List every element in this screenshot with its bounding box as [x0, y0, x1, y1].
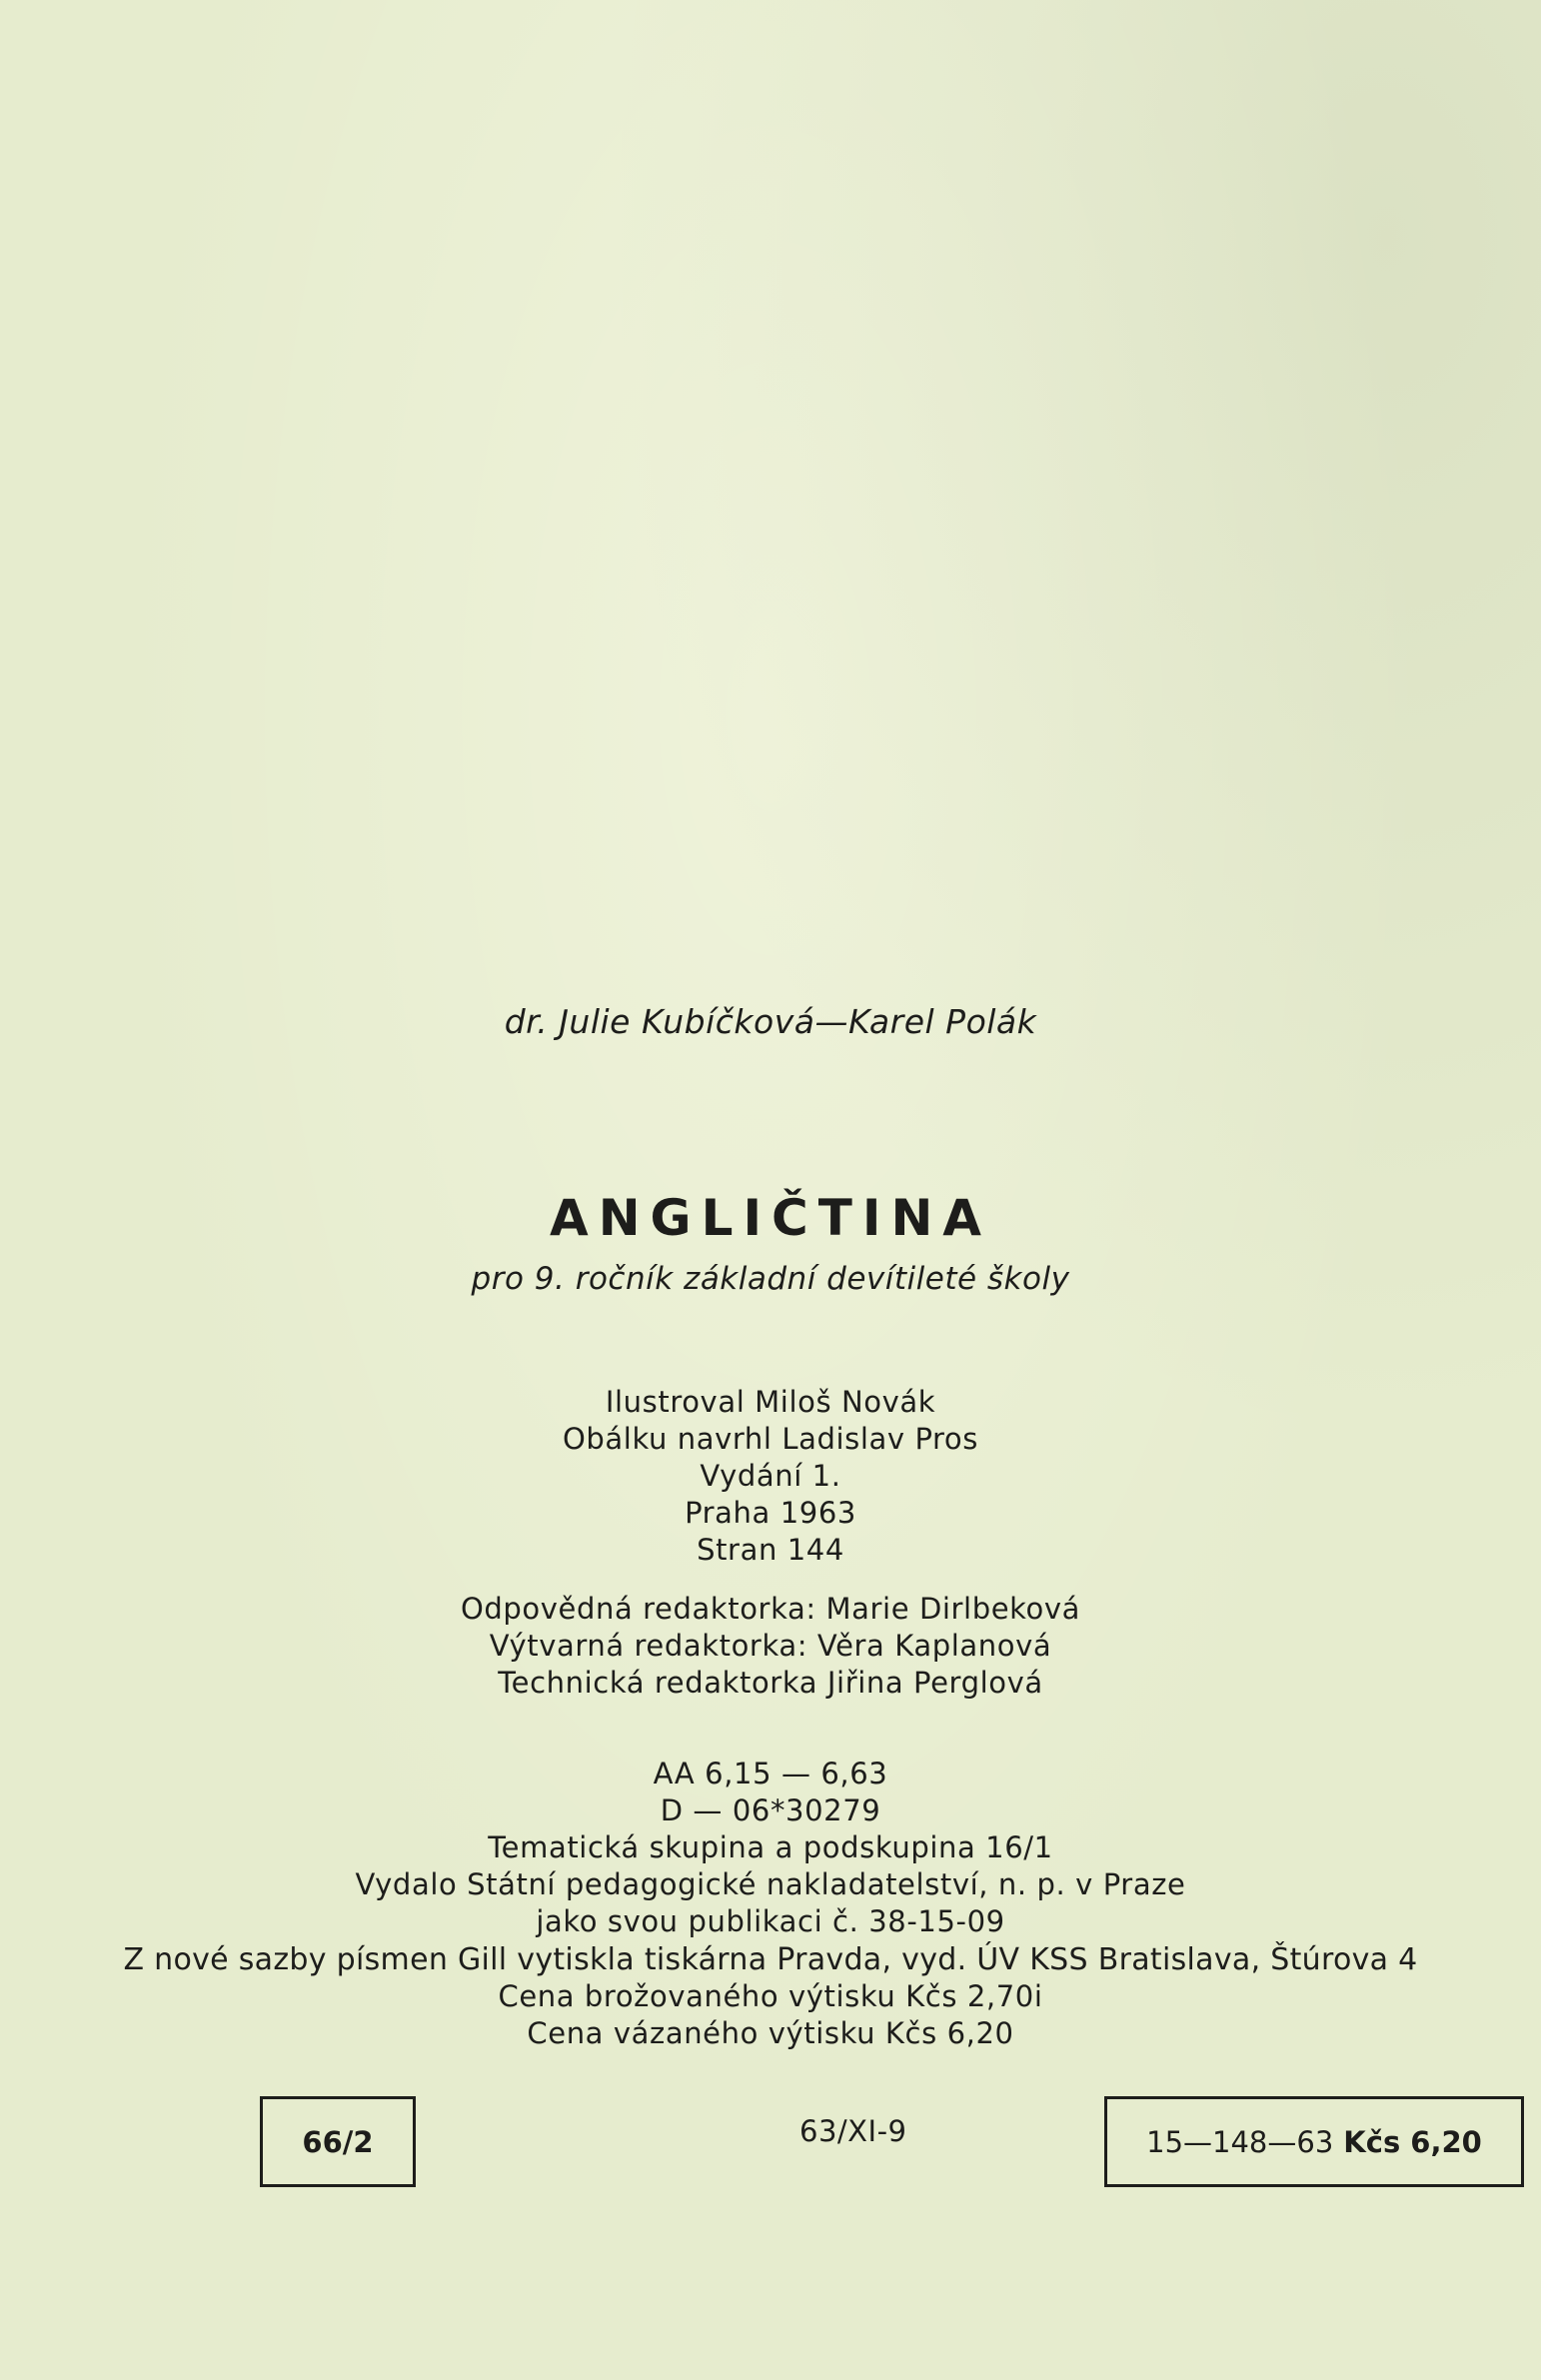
credit-line: jako svou publikaci č. 38-15-09: [536, 1904, 1005, 1938]
book-title: ANGLIČTINA: [550, 1189, 991, 1247]
book-subtitle: pro 9. ročník základní devítileté školy: [471, 1261, 1070, 1297]
credit-line: Výtvarná redaktorka: Věra Kaplanová: [489, 1629, 1052, 1663]
credit-line: Odpovědná redaktorka: Marie Dirlbeková: [460, 1592, 1081, 1626]
credit-line: Praha 1963: [685, 1496, 856, 1530]
credit-line: Stran 144: [697, 1533, 844, 1567]
footer-right-box: [1104, 2096, 1524, 2187]
footer-right-price: Kčs 6,20: [1343, 2124, 1482, 2159]
footer-left-box: [260, 2096, 416, 2187]
credits-illustration-block: [0, 1384, 1541, 1569]
credit-line: Vydalo Státní pedagogické nakladatelství, n. p. v Praze: [355, 1867, 1186, 1901]
credit-line: Cena brožovaného výtisku Kčs 2,70i: [498, 1979, 1043, 2013]
credit-line: Vydání 1.: [700, 1459, 841, 1493]
footer-right-code: 15—148—63: [1146, 2124, 1334, 2159]
credits-publication-block: [0, 1756, 1541, 1940]
credits-printing-block: [0, 1941, 1541, 2052]
credit-line: Tematická skupina a podskupina 16/1: [488, 1830, 1053, 1864]
credit-line: Z nové sazby písmen Gill vytiskla tiskárna Pravda, vyd. ÚV KSS Bratislava, Štúrova 4: [123, 1942, 1418, 1977]
author-line: dr. Julie Kubíčková—Karel Polák: [504, 1002, 1037, 1041]
credit-line: Obálku navrhl Ladislav Pros: [563, 1422, 978, 1456]
credit-line: Ilustroval Miloš Novák: [605, 1385, 936, 1419]
footer-left-code: 66/2: [302, 2124, 374, 2159]
credit-line: AA 6,15 — 6,63: [653, 1757, 888, 1790]
footer-center-code: 63/XI-9: [799, 2114, 907, 2148]
credit-line: D — 06*30279: [660, 1793, 881, 1827]
credits-editors-block: [0, 1591, 1541, 1702]
credit-line: Technická redaktorka Jiřina Perglová: [498, 1666, 1043, 1700]
credit-line: Cena vázaného výtisku Kčs 6,20: [527, 2016, 1014, 2050]
